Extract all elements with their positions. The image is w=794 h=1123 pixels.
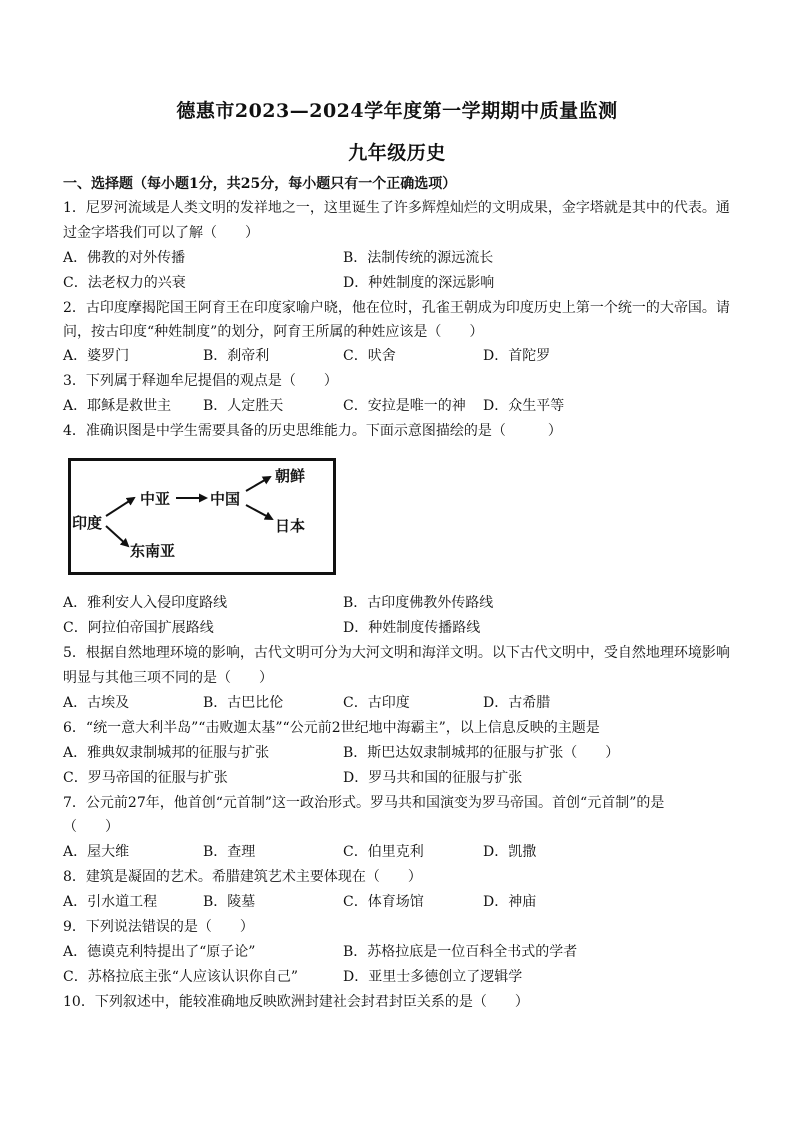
exam-title: 德惠市2023—2024学年度第一学期期中质量监测 <box>176 100 618 122</box>
option-b: B．查理 <box>203 844 256 860</box>
question-3-stem: 3．下列属于释迦牟尼提倡的观点是（ ） <box>63 373 338 389</box>
option-d: D．众生平等 <box>483 398 565 414</box>
option-b: B．古印度佛教外传路线 <box>343 595 494 611</box>
option-c: C．古印度 <box>343 695 410 711</box>
option-c: C．法老权力的兴衰 <box>63 275 186 291</box>
question-6-stem: 6．“统一意大利半岛”“击败迦太基”“公元前2世纪地中海霸主”，以上信息反映的主题是 <box>63 720 600 736</box>
question-5-options <box>63 693 739 713</box>
option-a: A．引水道工程 <box>63 894 158 910</box>
option-b: B．斯巴达奴隶制城邦的征服与扩张（ ） <box>343 745 620 761</box>
arrow-china-japan <box>246 505 272 519</box>
option-d: D．种姓制度传播路线 <box>343 620 481 636</box>
question-7-stem-line-1: 7．公元前27年，他首创“元首制”这一政治形式。罗马共和国演变为罗马帝国。首创“元首制”的是 <box>63 795 665 811</box>
question-9-options-row-2 <box>63 967 739 987</box>
option-c: C．安拉是唯一的神 <box>343 398 466 414</box>
option-d: D．罗马共和国的征服与扩张 <box>343 770 523 786</box>
route-diagram <box>68 458 336 575</box>
question-1-stem-line-1: 1．尼罗河流域是人类文明的发祥地之一，这里诞生了许多辉煌灿烂的文明成果，金字塔就是其中的代表。通 <box>63 200 730 216</box>
section-heading: 一、选择题（每小题1分，共25分，每小题只有一个正确选项） <box>63 176 457 192</box>
option-b: B．人定胜天 <box>203 398 284 414</box>
option-b: B．古巴比伦 <box>203 695 284 711</box>
question-8-options <box>63 892 739 912</box>
option-d: D．种姓制度的深远影响 <box>343 275 495 291</box>
question-10-stem: 10．下列叙述中，能较准确地反映欧洲封建社会封君封臣关系的是（ ） <box>63 994 529 1010</box>
question-2-stem-line-2: 问，按古印度“种姓制度”的划分，阿育王所属的种姓应该是（ ） <box>63 324 484 340</box>
option-d: D．凯撒 <box>483 844 537 860</box>
option-a: A．耶稣是救世主 <box>63 398 172 414</box>
option-a: A．雅利安人入侵印度路线 <box>63 595 228 611</box>
option-c: C．体育场馆 <box>343 894 424 910</box>
question-5-stem-line-1: 5．根据自然地理环境的影响，古代文明可分为大河文明和海洋文明。以下古代文明中，受自然地理环境影响 <box>63 645 730 661</box>
option-d: D．神庙 <box>483 894 537 910</box>
option-d: D．首陀罗 <box>483 348 551 364</box>
arrow-india-central-asia <box>106 498 134 516</box>
option-c: C．苏格拉底主张“人应该认识你自己” <box>63 969 299 985</box>
option-a: A．屋大维 <box>63 844 130 860</box>
node-japan: 日本 <box>275 517 306 535</box>
question-8-stem: 8．建筑是凝固的艺术。希腊建筑艺术主要体现在（ ） <box>63 869 422 885</box>
node-china: 中国 <box>210 490 241 508</box>
node-southeast-asia: 东南亚 <box>130 542 176 560</box>
question-9-stem: 9．下列说法错误的是（ ） <box>63 919 254 935</box>
option-c: C．吠舍 <box>343 348 396 364</box>
option-a: A．婆罗门 <box>63 348 130 364</box>
question-3-options <box>63 396 739 416</box>
question-1-options-row-1 <box>63 248 739 268</box>
arrow-china-korea <box>246 477 270 491</box>
question-6-options-row-2 <box>63 768 739 788</box>
exam-subtitle: 九年级历史 <box>348 142 446 164</box>
option-b: B．陵墓 <box>203 894 256 910</box>
option-a: A．雅典奴隶制城邦的征服与扩张 <box>63 745 270 761</box>
option-b: B．苏格拉底是一位百科全书式的学者 <box>343 944 578 960</box>
option-d: D．古希腊 <box>483 695 551 711</box>
question-2-options <box>63 346 739 366</box>
question-6-options-row-1 <box>63 743 739 763</box>
node-india: 印度 <box>72 514 103 532</box>
question-1-options-row-2 <box>63 273 739 293</box>
question-1-stem-line-2: 过金字塔我们可以了解（ ） <box>63 225 259 241</box>
node-korea: 朝鲜 <box>275 467 306 485</box>
question-7-options <box>63 842 739 862</box>
arrow-india-southeast-asia <box>106 526 128 546</box>
question-2-stem-line-1: 2．古印度摩揭陀国王阿育王在印度家喻户晓，他在位时，孔雀王朝成为印度历史上第一个统一的大帝国。请 <box>63 300 730 316</box>
question-7-stem-line-2: （ ） <box>63 819 119 835</box>
option-c: C．伯里克利 <box>343 844 424 860</box>
option-c: C．阿拉伯帝国扩展路线 <box>63 620 214 636</box>
question-5-stem-line-2: 明显与其他三项不同的是（ ） <box>63 670 273 686</box>
option-a: A．古埃及 <box>63 695 130 711</box>
question-4-options-row-1 <box>63 593 739 613</box>
option-a: A．德谟克利特提出了“原子论” <box>63 944 256 960</box>
option-b: B．刹帝利 <box>203 348 270 364</box>
question-9-options-row-1 <box>63 942 739 962</box>
option-c: C．罗马帝国的征服与扩张 <box>63 770 228 786</box>
question-4-stem: 4．准确识图是中学生需要具备的历史思维能力。下面示意图描绘的是（ ） <box>63 423 562 439</box>
option-a: A．佛教的对外传播 <box>63 250 186 266</box>
node-central-asia: 中亚 <box>140 490 171 508</box>
question-4-options-row-2 <box>63 618 739 638</box>
option-d: D．亚里士多德创立了逻辑学 <box>343 969 523 985</box>
option-b: B．法制传统的源远流长 <box>343 250 494 266</box>
